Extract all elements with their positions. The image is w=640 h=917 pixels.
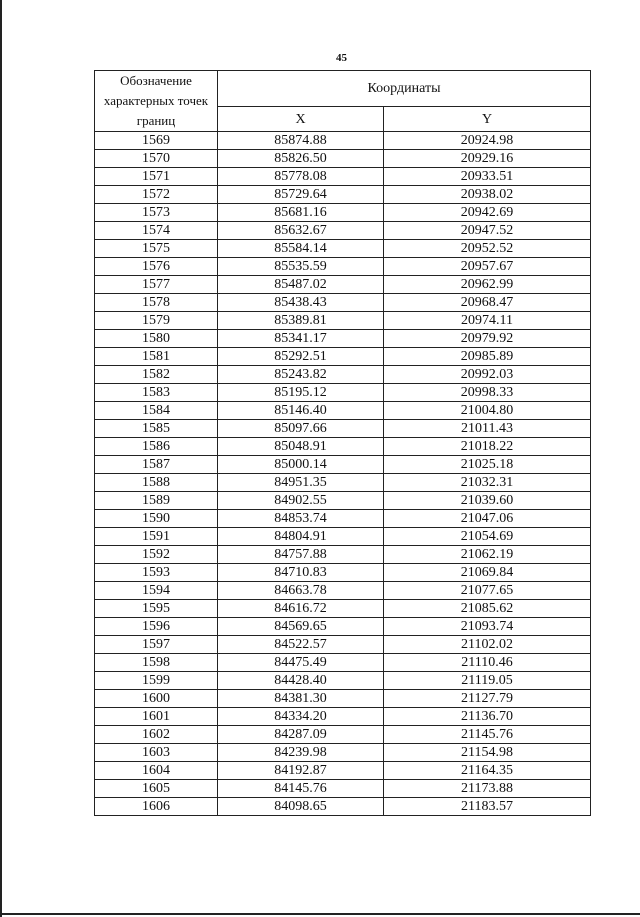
table-row (95, 672, 591, 690)
point-cell: 1575 (95, 240, 218, 258)
x-cell: 84192.87 (218, 762, 384, 780)
y-cell: 21018.22 (384, 438, 591, 456)
point-cell: 1606 (95, 798, 218, 816)
y-cell: 21145.76 (384, 726, 591, 744)
x-cell: 84951.35 (218, 474, 384, 492)
y-cell: 20947.52 (384, 222, 591, 240)
x-cell: 85681.16 (218, 204, 384, 222)
y-cell: 20933.51 (384, 168, 591, 186)
x-cell: 84710.83 (218, 564, 384, 582)
x-cell: 85438.43 (218, 294, 384, 312)
y-cell: 20985.89 (384, 348, 591, 366)
y-cell: 20924.98 (384, 132, 591, 150)
y-cell: 21085.62 (384, 600, 591, 618)
point-cell: 1576 (95, 258, 218, 276)
x-cell: 85146.40 (218, 402, 384, 420)
table-row (95, 384, 591, 402)
point-cell: 1595 (95, 600, 218, 618)
page-edge-left (0, 0, 2, 917)
table-row (95, 762, 591, 780)
point-cell: 1571 (95, 168, 218, 186)
point-cell: 1598 (95, 654, 218, 672)
y-cell: 21077.65 (384, 582, 591, 600)
table-row (95, 654, 591, 672)
x-cell: 85195.12 (218, 384, 384, 402)
table-row (95, 600, 591, 618)
table-row (95, 330, 591, 348)
table-row (95, 708, 591, 726)
table-row (95, 366, 591, 384)
y-cell: 21004.80 (384, 402, 591, 420)
point-cell: 1596 (95, 618, 218, 636)
x-cell: 85487.02 (218, 276, 384, 294)
table-row (95, 204, 591, 222)
x-cell: 85874.88 (218, 132, 384, 150)
x-cell: 84098.65 (218, 798, 384, 816)
page-edge-bottom (0, 913, 640, 915)
y-cell: 21069.84 (384, 564, 591, 582)
table-row (95, 564, 591, 582)
y-cell: 21062.19 (384, 546, 591, 564)
y-cell: 21054.69 (384, 528, 591, 546)
table-row (95, 636, 591, 654)
x-cell: 84569.65 (218, 618, 384, 636)
y-cell: 21011.43 (384, 420, 591, 438)
x-cell: 85048.91 (218, 438, 384, 456)
table-row (95, 150, 591, 168)
x-cell: 84804.91 (218, 528, 384, 546)
y-cell: 21119.05 (384, 672, 591, 690)
point-cell: 1601 (95, 708, 218, 726)
point-cell: 1587 (95, 456, 218, 474)
y-cell: 20998.33 (384, 384, 591, 402)
point-cell: 1578 (95, 294, 218, 312)
table-row (95, 240, 591, 258)
y-cell: 21183.57 (384, 798, 591, 816)
point-cell: 1603 (95, 744, 218, 762)
y-cell: 21136.70 (384, 708, 591, 726)
table-row (95, 528, 591, 546)
x-cell: 84381.30 (218, 690, 384, 708)
x-cell: 85097.66 (218, 420, 384, 438)
point-cell: 1604 (95, 762, 218, 780)
header-y: Y (384, 107, 591, 132)
x-cell: 84616.72 (218, 600, 384, 618)
table-row (95, 168, 591, 186)
x-cell: 85389.81 (218, 312, 384, 330)
table-row (95, 582, 591, 600)
point-cell: 1602 (95, 726, 218, 744)
x-cell: 85826.50 (218, 150, 384, 168)
y-cell: 20942.69 (384, 204, 591, 222)
y-cell: 21164.35 (384, 762, 591, 780)
x-cell: 85729.64 (218, 186, 384, 204)
x-cell: 85584.14 (218, 240, 384, 258)
point-cell: 1580 (95, 330, 218, 348)
point-cell: 1586 (95, 438, 218, 456)
point-cell: 1594 (95, 582, 218, 600)
table-row (95, 348, 591, 366)
point-cell: 1569 (95, 132, 218, 150)
table-row (95, 276, 591, 294)
point-cell: 1570 (95, 150, 218, 168)
x-cell: 85632.67 (218, 222, 384, 240)
table-row (95, 438, 591, 456)
x-cell: 84475.49 (218, 654, 384, 672)
point-cell: 1589 (95, 492, 218, 510)
table-row (95, 780, 591, 798)
point-cell: 1585 (95, 420, 218, 438)
table-row (95, 492, 591, 510)
page-number: 45 (336, 52, 347, 64)
point-cell: 1592 (95, 546, 218, 564)
y-cell: 20962.99 (384, 276, 591, 294)
point-cell: 1600 (95, 690, 218, 708)
x-cell: 85000.14 (218, 456, 384, 474)
coordinates-table (94, 70, 591, 816)
header-coordinates: Координаты (218, 71, 591, 107)
x-cell: 85292.51 (218, 348, 384, 366)
y-cell: 21025.18 (384, 456, 591, 474)
x-cell: 84334.20 (218, 708, 384, 726)
point-cell: 1581 (95, 348, 218, 366)
table-row (95, 456, 591, 474)
table-row (95, 474, 591, 492)
y-cell: 21110.46 (384, 654, 591, 672)
y-cell: 21127.79 (384, 690, 591, 708)
x-cell: 84757.88 (218, 546, 384, 564)
point-cell: 1588 (95, 474, 218, 492)
table-row (95, 744, 591, 762)
point-cell: 1605 (95, 780, 218, 798)
y-cell: 20968.47 (384, 294, 591, 312)
x-cell: 84239.98 (218, 744, 384, 762)
x-cell: 85341.17 (218, 330, 384, 348)
x-cell: 84428.40 (218, 672, 384, 690)
y-cell: 21032.31 (384, 474, 591, 492)
table-row (95, 798, 591, 816)
y-cell: 20952.52 (384, 240, 591, 258)
x-cell: 85535.59 (218, 258, 384, 276)
table-row (95, 726, 591, 744)
table-row (95, 510, 591, 528)
y-cell: 20957.67 (384, 258, 591, 276)
table-row (95, 132, 591, 150)
table-row (95, 546, 591, 564)
point-cell: 1577 (95, 276, 218, 294)
x-cell: 84145.76 (218, 780, 384, 798)
header-x: X (218, 107, 384, 132)
point-cell: 1582 (95, 366, 218, 384)
y-cell: 20938.02 (384, 186, 591, 204)
x-cell: 85778.08 (218, 168, 384, 186)
y-cell: 20974.11 (384, 312, 591, 330)
point-cell: 1573 (95, 204, 218, 222)
y-cell: 21154.98 (384, 744, 591, 762)
table-row (95, 690, 591, 708)
table-row (95, 258, 591, 276)
table-body (95, 132, 591, 816)
point-cell: 1591 (95, 528, 218, 546)
y-cell: 21039.60 (384, 492, 591, 510)
y-cell: 21173.88 (384, 780, 591, 798)
table-row (95, 402, 591, 420)
table-header (95, 71, 591, 132)
point-cell: 1572 (95, 186, 218, 204)
y-cell: 20979.92 (384, 330, 591, 348)
table-row (95, 294, 591, 312)
point-cell: 1599 (95, 672, 218, 690)
point-cell: 1574 (95, 222, 218, 240)
table-row (95, 312, 591, 330)
point-cell: 1597 (95, 636, 218, 654)
y-cell: 21093.74 (384, 618, 591, 636)
x-cell: 84663.78 (218, 582, 384, 600)
table-row (95, 222, 591, 240)
point-cell: 1593 (95, 564, 218, 582)
header-point-designation: Обозначение характерных точек границ (95, 71, 218, 132)
y-cell: 20929.16 (384, 150, 591, 168)
y-cell: 21102.02 (384, 636, 591, 654)
table-row (95, 420, 591, 438)
x-cell: 84287.09 (218, 726, 384, 744)
y-cell: 20992.03 (384, 366, 591, 384)
point-cell: 1579 (95, 312, 218, 330)
y-cell: 21047.06 (384, 510, 591, 528)
point-cell: 1590 (95, 510, 218, 528)
point-cell: 1584 (95, 402, 218, 420)
point-cell: 1583 (95, 384, 218, 402)
x-cell: 85243.82 (218, 366, 384, 384)
x-cell: 84853.74 (218, 510, 384, 528)
table-row (95, 186, 591, 204)
x-cell: 84522.57 (218, 636, 384, 654)
x-cell: 84902.55 (218, 492, 384, 510)
table-row (95, 618, 591, 636)
